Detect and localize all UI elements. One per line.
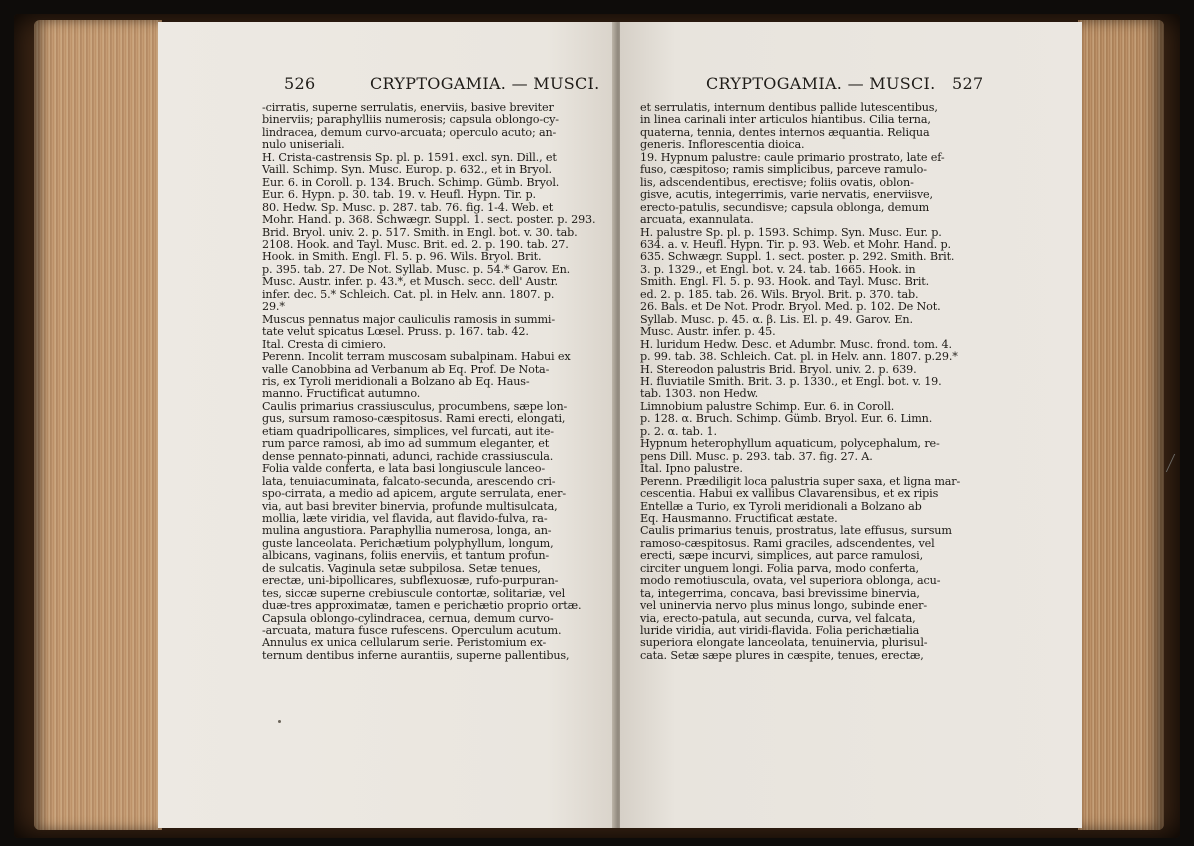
text-line: -cirratis, superne serrulatis, enerviis, basive breviter: [262, 101, 554, 114]
text-line: et serrulatis, internum dentibus pallide lutescentibus,: [640, 101, 938, 114]
text-line: luride viridia, aut viridi-flavida. Folia perichætialia: [640, 624, 920, 638]
text-line: Mohr. Hand. p. 368. Schwægr. Suppl. 1. sect. poster. p. 293.: [262, 213, 596, 227]
text-line: Caulis primarius tenuis, prostratus, late effusus, sursum: [640, 524, 952, 538]
text-line: valle Canobbina ad Verbanum ab Eq. Prof. De Nota-: [262, 362, 550, 376]
page-number: 527: [952, 74, 984, 93]
left-page: [158, 22, 616, 828]
text-line: p. 99. tab. 38. Schleich. Cat. pl. in Helv. ann. 1807. p.29.*: [640, 350, 958, 364]
text-line: fuso, cæspitoso; ramis simplicibus, parceve ramulo-: [640, 163, 927, 177]
text-line: ta, integerrima, concava, basi brevissime binervia,: [640, 586, 920, 600]
text-line: Muscus pennatus major cauliculis ramosis in summi-: [262, 312, 555, 326]
text-line: lindracea, demum curvo-arcuata; operculo acuto; an-: [262, 125, 557, 139]
text-line: Perenn. Prædiligit loca palustria super saxa, et ligna mar-: [640, 474, 961, 488]
text-line: circiter unguem longi. Folia parva, modo conferta,: [640, 561, 919, 575]
text-line: in linea carinali inter articulos hiantibus. Cilia terna,: [640, 113, 931, 127]
text-line: ramoso-cæspitosus. Rami graciles, adscendentes, vel: [640, 536, 935, 550]
text-line: 19. Hypnum palustre: caule primario prostrato, late ef-: [640, 150, 945, 164]
text-line: ternum dentibus inferne aurantiis, superne pallentibus,: [262, 648, 570, 662]
text-line: p. 2. α. tab. 1.: [640, 424, 717, 438]
text-line: H. fluviatile Smith. Brit. 3. p. 1330., et Engl. bot. v. 19.: [640, 374, 942, 388]
text-line: Musc. Austr. infer. p. 43.*, et Musch. secc. dell' Austr.: [262, 275, 558, 289]
text-line: Eur. 6. Hypn. p. 30. tab. 19. v. Heufl. Hypn. Tir. p.: [262, 188, 536, 202]
running-head-title: CRYPTOGAMIA. — MUSCI.: [706, 74, 936, 93]
text-line: mulina angustiora. Paraphyllia numerosa, longa, an-: [262, 524, 552, 538]
text-line: ed. 2. p. 185. tab. 26. Wils. Bryol. Brit. p. 370. tab.: [640, 287, 919, 301]
text-line: rum parce ramosi, ab imo ad summum eleganter, et: [262, 437, 550, 451]
text-line: cescentia. Habui ex vallibus Clavarensibus, et ex ripis: [640, 487, 939, 501]
text-line: pens Dill. Musc. p. 293. tab. 37. fig. 27. A.: [640, 449, 873, 463]
text-line: binerviis; paraphylliis numerosis; capsula oblongo-cy-: [262, 113, 559, 127]
text-line: 634. a. v. Heufl. Hypn. Tir. p. 93. Web. et Mohr. Hand. p.: [640, 237, 951, 251]
text-line: 2108. Hook. and Tayl. Musc. Brit. ed. 2. p. 190. tab. 27.: [262, 237, 569, 251]
text-line: gus, sursum ramoso-cæspitosus. Rami erecti, elongati,: [262, 412, 566, 426]
text-line: quaterna, tennia, dentes internos æquantia. Reliqua: [640, 125, 930, 139]
text-line: guste lanceolata. Perichætium polyphyllum, longum,: [262, 536, 554, 550]
text-line: ris, ex Tyroli meridionali a Bolzano ab Eq. Haus-: [262, 374, 530, 388]
page-number: 526: [284, 74, 316, 93]
text-line: Caulis primarius crassiusculus, procumbens, sæpe lon-: [262, 399, 568, 413]
page-edges-left: [34, 20, 162, 830]
text-line: Perenn. Incolit terram muscosam subalpinam. Habui ex: [262, 350, 571, 364]
text-line: tate velut spicatus Lœsel. Pruss. p. 167. tab. 42.: [262, 325, 529, 339]
text-line: duæ-tres approximatæ, tamen e perichætio proprio ortæ.: [262, 599, 582, 613]
text-line: lata, tenuiacuminata, falcato-secunda, arescendo cri-: [262, 474, 556, 488]
text-line: 26. Bals. et De Not. Prodr. Bryol. Med. p. 102. De Not.: [640, 300, 941, 314]
text-line: 3. p. 1329., et Engl. bot. v. 24. tab. 1665. Hook. in: [640, 262, 916, 276]
text-line: tes, siccæ superne crebiuscule contortæ, solitariæ, vel: [262, 586, 566, 600]
text-line: H. Crista-castrensis Sp. pl. p. 1591. excl. syn. Dill., et: [262, 150, 557, 164]
text-line: erectæ, uni-bipollicares, subflexuosæ, rufo-purpuran-: [262, 574, 559, 588]
text-line: cata. Setæ sæpe plures in cæspite, tenues, erectæ,: [640, 648, 924, 662]
text-line: arcuata, exannulata.: [640, 213, 754, 227]
text-line: Hypnum heterophyllum aquaticum, polycephalum, re-: [640, 437, 940, 451]
text-line: dense pennato-pinnati, adunci, rachide crassiuscula.: [262, 449, 554, 463]
text-line: 635. Schwægr. Suppl. 1. sect. poster. p. 292. Smith. Brit.: [640, 250, 955, 264]
text-line: -arcuata, matura fusce rufescens. Operculum acutum.: [262, 624, 562, 638]
text-line: H. palustre Sp. pl. p. 1593. Schimp. Syn. Musc. Eur. p.: [640, 225, 942, 239]
text-line: 80. Hedw. Sp. Musc. p. 287. tab. 76. fig. 1-4. Web. et: [262, 200, 554, 214]
text-line: via, erecto-patula, aut secunda, curva, vel falcata,: [640, 611, 916, 625]
right-page: [620, 22, 1082, 828]
text-line: 29.*: [262, 300, 285, 314]
text-line: tab. 1303. non Hedw.: [640, 387, 759, 401]
text-line: manno. Fructificat autumno.: [262, 387, 421, 401]
text-line: Brid. Bryol. univ. 2. p. 517. Smith. in Engl. bot. v. 30. tab.: [262, 225, 578, 239]
right-page-text: [640, 102, 974, 662]
text-line: p. 128. α. Bruch. Schimp. Gümb. Bryol. Eur. 6. Limn.: [640, 412, 933, 426]
text-line: Limnobium palustre Schimp. Eur. 6. in Coroll.: [640, 399, 895, 413]
text-line: Entellæ a Turio, ex Tyroli meridionali a Bolzano ab: [640, 499, 922, 513]
text-line: vel uninervia nervo plus minus longo, subinde ener-: [640, 599, 927, 613]
text-line: Eq. Hausmanno. Fructificat æstate.: [640, 511, 838, 525]
text-line: de sulcatis. Vaginula setæ subpilosa. Setæ tenues,: [262, 561, 541, 575]
text-line: Ital. Ipno palustre.: [640, 462, 743, 476]
text-line: p. 395. tab. 27. De Not. Syllab. Musc. p. 54.* Garov. En.: [262, 262, 571, 276]
text-line: albicans, vaginans, foliis enerviis, et tantum profun-: [262, 549, 550, 563]
text-line: Eur. 6. in Coroll. p. 134. Bruch. Schimp. Gümb. Bryol.: [262, 175, 560, 189]
text-line: Musc. Austr. infer. p. 45.: [640, 325, 776, 339]
text-line: H. luridum Hedw. Desc. et Adumbr. Musc. frond. tom. 4.: [640, 337, 952, 351]
text-line: lis, adscendentibus, erectisve; foliis ovatis, oblon-: [640, 175, 914, 189]
page-edges-right: [1078, 20, 1164, 830]
text-line: Hook. in Smith. Engl. Fl. 5. p. 96. Wils. Bryol. Brit.: [262, 250, 542, 264]
text-line: generis. Inflorescentia dioica.: [640, 138, 805, 152]
text-line: spo-cirrata, a medio ad apicem, argute serrulata, ener-: [262, 487, 566, 501]
text-line: H. Stereodon palustris Brid. Bryol. univ. 2. p. 639.: [640, 362, 917, 376]
text-line: via, aut basi breviter binervia, profunde multisulcata,: [262, 499, 558, 513]
ink-spot: [278, 720, 281, 723]
text-line: gisve, acutis, integerrimis, varie nervatis, enerviisve,: [640, 188, 933, 202]
text-line: Syllab. Musc. p. 45. α. β. Lis. El. p. 49. Garov. En.: [640, 312, 913, 326]
text-line: Annulus ex unica cellularum serie. Peristomium ex-: [262, 636, 547, 650]
text-line: etiam quadripollicares, simplices, vel furcati, aut ite-: [262, 424, 554, 438]
left-running-head: [158, 74, 616, 98]
text-line: Ital. Cresta di cimiero.: [262, 337, 387, 351]
text-line: modo remotiuscula, ovata, vel superiora oblonga, acu-: [640, 574, 941, 588]
text-line: nulo uniseriali.: [262, 138, 345, 152]
text-line: infer. dec. 5.* Schleich. Cat. pl. in Helv. ann. 1807. p.: [262, 287, 555, 301]
text-line: Capsula oblongo-cylindracea, cernua, demum curvo-: [262, 611, 554, 625]
text-line: erecto-patulis, secundisve; capsula oblonga, demum: [640, 200, 930, 214]
left-page-text: [262, 101, 596, 662]
text-line: erecti, sæpe incurvi, simplices, aut parce ramulosi,: [640, 549, 924, 563]
text-line: Folia valde conferta, e lata basi longiuscule lanceo-: [262, 462, 545, 476]
right-running-head: [620, 74, 1082, 98]
text-line: mollia, læte viridia, vel flavida, aut flavido-fulva, ra-: [262, 511, 548, 525]
text-line: Vaill. Schimp. Syn. Musc. Europ. p. 632., et in Bryol.: [262, 163, 552, 177]
running-head-title: CRYPTOGAMIA. — MUSCI.: [370, 74, 600, 93]
text-line: Smith. Engl. Fl. 5. p. 93. Hook. and Tayl. Musc. Brit.: [640, 275, 930, 289]
text-line: superiora elongate lanceolata, tenuinervia, plurisul-: [640, 636, 928, 650]
